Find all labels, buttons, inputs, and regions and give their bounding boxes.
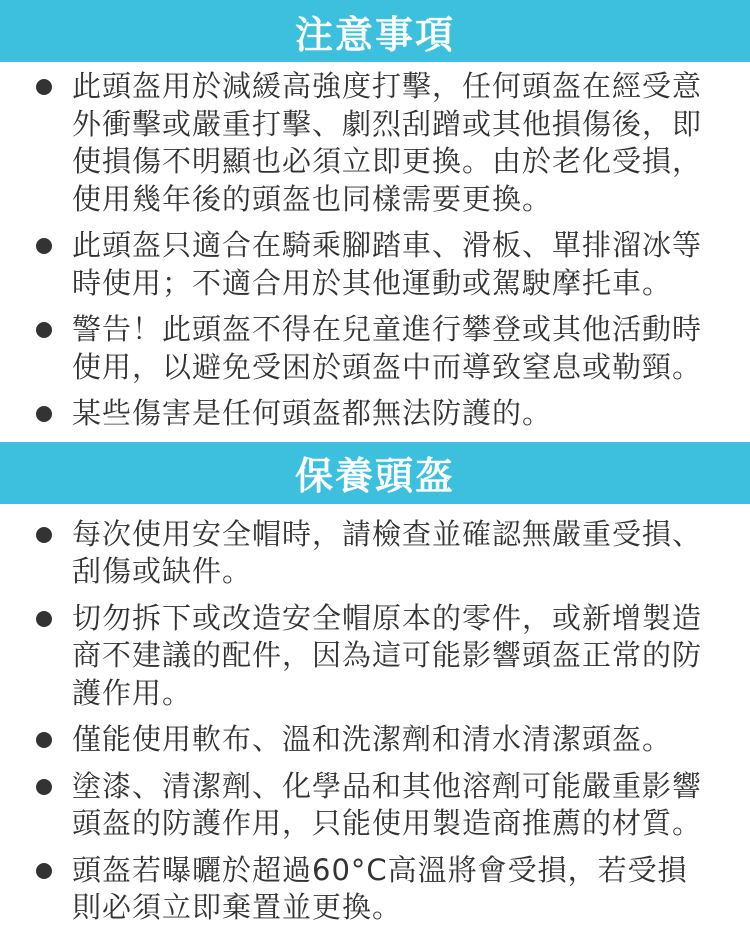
bullet-icon [36,406,52,422]
list-item-text: 僅能使用軟布、溫和洗潔劑和清水清潔頭盔。 [72,722,673,756]
list-item-text: 某些傷害是任何頭盔都無法防護的。 [72,396,553,430]
section-title-care: 保養頭盔 [0,442,750,504]
list-item [34,68,716,218]
list-item-text: 頭盔若曝曬於超過60°C高溫將會受損，若受損則必須立即棄置並更換。 [72,852,688,924]
bullet-icon [36,779,52,795]
list-item [34,721,716,759]
list-item [34,227,716,302]
bullet-icon [36,527,52,543]
bullet-icon [36,238,52,254]
bullet-icon [36,322,52,338]
care-section [0,504,750,927]
bullet-icon [36,732,52,748]
list-item-text: 警告！此頭盔不得在兒童進行攀登或其他活動時使用，以避免受困於頭盔中而導致窒息或勒頸。 [72,312,703,384]
bullet-icon [36,79,52,95]
list-item [34,852,716,927]
list-item-text: 切勿拆下或改造安全帽原本的零件，或新增製造商不建議的配件，因為這可能影響頭盔正常的防護作用。 [72,600,703,710]
list-item-text: 此頭盔只適合在騎乘腳踏車、滑板、單排溜冰等時使用；不適合用於其他運動或駕駛摩托車。 [72,228,703,300]
list-item [34,600,716,713]
list-item-text: 此頭盔用於減緩高強度打擊，任何頭盔在經受意外衝擊或嚴重打擊、劇烈刮蹭或其他損傷後，即使損傷不明顯也必須立即更換。由於老化受損，使用幾年後的頭盔也同樣需要更換。 [72,69,703,216]
bullet-icon [36,863,52,879]
list-item-text: 每次使用安全帽時，請檢查並確認無嚴重受損、刮傷或缺件。 [72,516,703,588]
list-item [34,516,716,591]
section-title-notice: 注意事項 [0,0,750,62]
notice-section [0,62,750,433]
bullet-icon [36,611,52,627]
list-item [34,311,716,386]
list-item [34,768,716,843]
list-item-text: 塗漆、清潔劑、化學品和其他溶劑可能嚴重影響頭盔的防護作用，只能使用製造商推薦的材質。 [72,768,703,840]
list-item [34,395,716,433]
